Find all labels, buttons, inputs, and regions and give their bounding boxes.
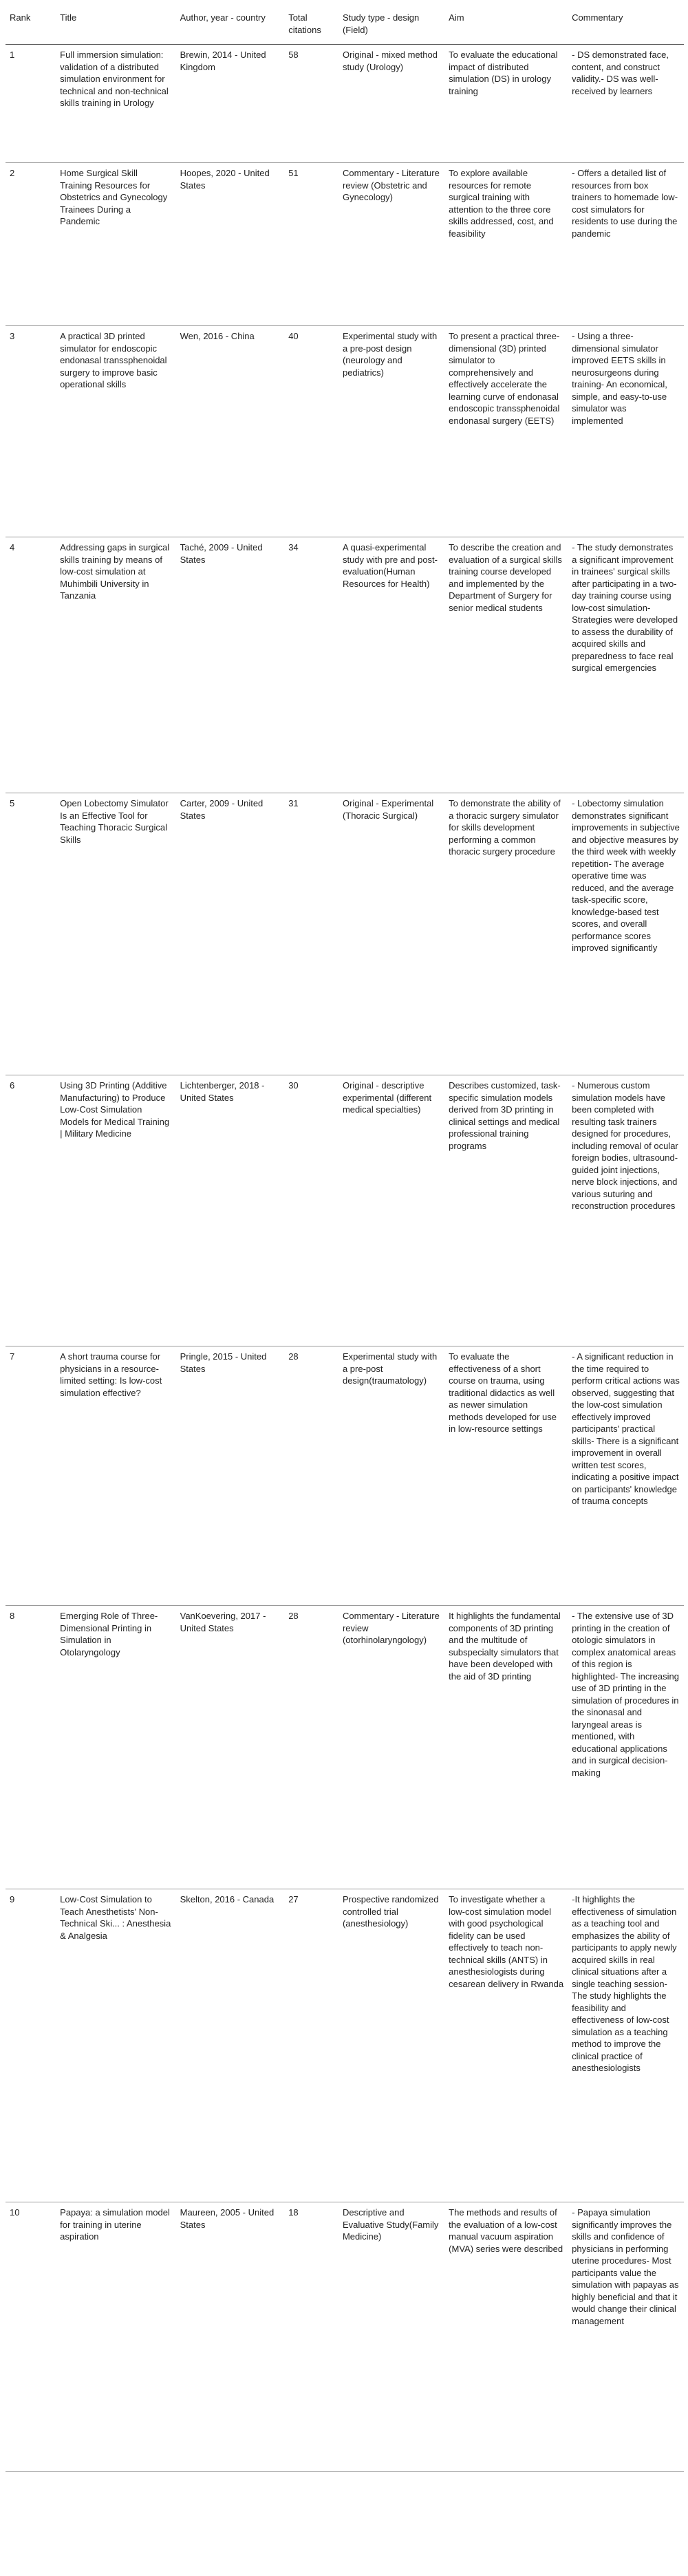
header-row xyxy=(6,0,684,45)
cell-citations: 40 xyxy=(284,326,338,537)
cell-citations: 28 xyxy=(284,1346,338,1606)
cell-rank: 10 xyxy=(6,2202,56,2472)
cell-commentary: -It highlights the effectiveness of simulation as a teaching tool and emphasizes the ability of participants to apply newly acquired skills in real clinical situations after a single teaching session- The study highlights the feasibility and effectiveness of low-cost simulation as a teaching method to improve the clinical practice of anesthesiologists xyxy=(568,1889,684,2202)
header-title: Title xyxy=(56,0,175,45)
cell-citations: 18 xyxy=(284,2202,338,2472)
header-author: Author, year - country xyxy=(176,0,285,45)
table-row xyxy=(6,1606,684,1889)
cell-title: A short trauma course for physicians in a resource-limited setting: Is low-cost simulation effective? xyxy=(56,1346,175,1606)
cell-title: Papaya: a simulation model for training in uterine aspiration xyxy=(56,2202,175,2472)
table-row xyxy=(6,1889,684,2202)
cell-rank: 2 xyxy=(6,163,56,326)
cell-author: Skelton, 2016 - Canada xyxy=(176,1889,285,2202)
cell-title: Home Surgical Skill Training Resources for Obstetrics and Gynecology Trainees During a Pandemic xyxy=(56,163,175,326)
cell-author: Maureen, 2005 - United States xyxy=(176,2202,285,2472)
cell-citations: 30 xyxy=(284,1075,338,1346)
cell-study-type: Experimental study with a pre-post design(traumatology) xyxy=(338,1346,444,1606)
cell-commentary: - DS demonstrated face, content, and construct validity.- DS was well-received by learners xyxy=(568,45,684,163)
cell-study-type: Prospective randomized controlled trial (anesthesiology) xyxy=(338,1889,444,2202)
cell-study-type: A quasi-experimental study with pre and post-evaluation(Human Resources for Health) xyxy=(338,537,444,793)
results-table xyxy=(6,0,684,2472)
header-aim: Aim xyxy=(444,0,568,45)
cell-rank: 7 xyxy=(6,1346,56,1606)
cell-citations: 34 xyxy=(284,537,338,793)
table-row xyxy=(6,45,684,163)
cell-author: Carter, 2009 - United States xyxy=(176,793,285,1075)
cell-commentary: - Using a three-dimensional simulator improved EETS skills in neurosurgeons during training- An economical, simple, and easy-to-use simulator was implemented xyxy=(568,326,684,537)
cell-author: Lichtenberger, 2018 - United States xyxy=(176,1075,285,1346)
header-commentary: Commentary xyxy=(568,0,684,45)
cell-study-type: Original - mixed method study (Urology) xyxy=(338,45,444,163)
cell-citations: 28 xyxy=(284,1606,338,1889)
table-row xyxy=(6,793,684,1075)
cell-title: Full immersion simulation: validation of a distributed simulation environment for technical and non-technical skills training in Urology xyxy=(56,45,175,163)
cell-title: Emerging Role of Three-Dimensional Printing in Simulation in Otolaryngology xyxy=(56,1606,175,1889)
cell-rank: 1 xyxy=(6,45,56,163)
cell-rank: 8 xyxy=(6,1606,56,1889)
cell-citations: 51 xyxy=(284,163,338,326)
table-row xyxy=(6,537,684,793)
cell-study-type: Commentary - Literature review (Obstetric and Gynecology) xyxy=(338,163,444,326)
cell-citations: 31 xyxy=(284,793,338,1075)
table-row xyxy=(6,163,684,326)
cell-commentary: - The extensive use of 3D printing in the creation of otologic simulators in complex anatomical areas of this region is highlighted- The increasing use of 3D printing in the simulation of procedures in the sinonasal and laryngeal areas is mentioned, with educational applications and in surgical decision-making xyxy=(568,1606,684,1889)
table-row xyxy=(6,2202,684,2472)
header-study-type: Study type - design (Field) xyxy=(338,0,444,45)
cell-aim: To describe the creation and evaluation of a surgical skills training course developed and implemented by the Department of Surgery for senior medical students xyxy=(444,537,568,793)
cell-commentary: - Offers a detailed list of resources from box trainers to homemade low-cost simulators for residents to use during the pandemic xyxy=(568,163,684,326)
cell-commentary: - Lobectomy simulation demonstrates significant improvements in subjective and objective measures by the third week with weekly repetition- The average operative time was reduced, and the average task-specific score, knowledge-based test scores, and overall performance scores improved significantly xyxy=(568,793,684,1075)
cell-author: Hoopes, 2020 - United States xyxy=(176,163,285,326)
cell-author: Taché, 2009 - United States xyxy=(176,537,285,793)
cell-study-type: Original - Experimental (Thoracic Surgical) xyxy=(338,793,444,1075)
cell-aim: The methods and results of the evaluation of a low-cost manual vacuum aspiration (MVA) series were described xyxy=(444,2202,568,2472)
table-body xyxy=(6,45,684,2472)
header-citations: Total citations xyxy=(284,0,338,45)
cell-title: Addressing gaps in surgical skills training by means of low-cost simulation at Muhimbili University in Tanzania xyxy=(56,537,175,793)
cell-rank: 3 xyxy=(6,326,56,537)
cell-title: Using 3D Printing (Additive Manufacturing) to Produce Low-Cost Simulation Models for Medical Training | Military Medicine xyxy=(56,1075,175,1346)
cell-title: A practical 3D printed simulator for endoscopic endonasal transsphenoidal surgery to improve basic operational skills xyxy=(56,326,175,537)
cell-commentary: - A significant reduction in the time required to perform critical actions was observed, suggesting that the low-cost simulation effectively improved participants' practical skills- There is a significant improvement in overall written test scores, indicating a positive impact on participants' knowledge of trauma concepts xyxy=(568,1346,684,1606)
cell-aim: To demonstrate the ability of a thoracic surgery simulator for skills development performing a common thoracic surgery procedure xyxy=(444,793,568,1075)
cell-author: Pringle, 2015 - United States xyxy=(176,1346,285,1606)
cell-commentary: - Papaya simulation significantly improves the skills and confidence of physicians in performing uterine procedures- Most participants value the simulation with papayas as highly beneficial and that it would change their clinical management xyxy=(568,2202,684,2472)
cell-title: Open Lobectomy Simulator Is an Effective Tool for Teaching Thoracic Surgical Skills xyxy=(56,793,175,1075)
table-row xyxy=(6,326,684,537)
cell-author: Brewin, 2014 - United Kingdom xyxy=(176,45,285,163)
table-row xyxy=(6,1075,684,1346)
header-rank: Rank xyxy=(6,0,56,45)
cell-study-type: Commentary - Literature review (otorhinolaryngology) xyxy=(338,1606,444,1889)
cell-author: Wen, 2016 - China xyxy=(176,326,285,537)
cell-study-type: Experimental study with a pre-post design (neurology and pediatrics) xyxy=(338,326,444,537)
cell-commentary: - Numerous custom simulation models have been completed with resulting task trainers designed for procedures, including removal of ocular foreign bodies, ultrasound-guided joint injections, nerve block injections, and various suturing and reconstruction procedures xyxy=(568,1075,684,1346)
cell-aim: To present a practical three-dimensional (3D) printed simulator to comprehensively and effectively accelerate the learning curve of endonasal endoscopic transsphenoidal endonasal surgery (EETS) xyxy=(444,326,568,537)
table-header xyxy=(6,0,684,45)
cell-rank: 6 xyxy=(6,1075,56,1346)
cell-title: Low-Cost Simulation to Teach Anesthetists' Non-Technical Ski... : Anesthesia & Analgesia xyxy=(56,1889,175,2202)
table-row xyxy=(6,1346,684,1606)
cell-commentary: - The study demonstrates a significant improvement in trainees' surgical skills after participating in a two-day training course using low-cost simulation- Strategies were developed to assess the durability of acquired skills and preparedness to face real surgical emergencies xyxy=(568,537,684,793)
cell-aim: To evaluate the educational impact of distributed simulation (DS) in urology training xyxy=(444,45,568,163)
cell-aim: It highlights the fundamental components of 3D printing and the multitude of subspecialty simulators that have been developed with the aid of 3D printing xyxy=(444,1606,568,1889)
cell-author: VanKoevering, 2017 - United States xyxy=(176,1606,285,1889)
cell-rank: 9 xyxy=(6,1889,56,2202)
cell-rank: 4 xyxy=(6,537,56,793)
cell-rank: 5 xyxy=(6,793,56,1075)
cell-aim: To explore available resources for remote surgical training with attention to the three core skills addressed, cost, and feasibility xyxy=(444,163,568,326)
cell-study-type: Original - descriptive experimental (different medical specialties) xyxy=(338,1075,444,1346)
cell-citations: 58 xyxy=(284,45,338,163)
cell-aim: Describes customized, task-specific simulation models derived from 3D printing in clinical settings and medical professional training programs xyxy=(444,1075,568,1346)
cell-aim: To investigate whether a low-cost simulation model with good psychological fidelity can be used effectively to teach non-technical skills (ANTS) in anesthesiologists during cesarean delivery in Rwanda xyxy=(444,1889,568,2202)
cell-citations: 27 xyxy=(284,1889,338,2202)
cell-study-type: Descriptive and Evaluative Study(Family Medicine) xyxy=(338,2202,444,2472)
cell-aim: To evaluate the effectiveness of a short course on trauma, using traditional didactics as well as newer simulation methods developed for use in low-resource settings xyxy=(444,1346,568,1606)
